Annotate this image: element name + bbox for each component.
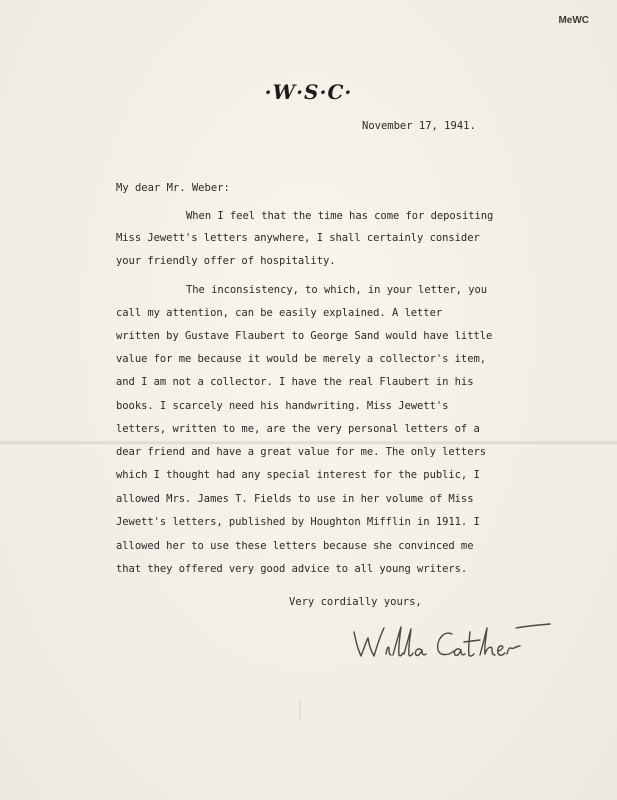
- body-line: books. I scarcely need his handwriting. Miss Jewett's: [116, 400, 449, 412]
- body-line: The inconsistency, to which, in your letter, you: [186, 284, 488, 296]
- body-line: and I am not a collector. I have the real Flaubert in his: [116, 376, 474, 388]
- body-line: Miss Jewett's letters anywhere, I shall certainly consider: [116, 232, 480, 244]
- body-line: When I feel that the time has come for depositing: [186, 210, 494, 222]
- body-line: which I thought had any special interest for the public, I: [116, 469, 480, 481]
- body-line: allowed her to use these letters because she convinced me: [116, 540, 474, 552]
- signature: [340, 618, 560, 666]
- body-line: allowed Mrs. James T. Fields to use in her volume of Miss: [116, 493, 474, 505]
- body-line: value for me because it would be merely a collector's item,: [116, 353, 487, 365]
- body-line: written by Gustave Flaubert to George Sand would have little: [116, 330, 493, 342]
- body-line: that they offered very good advice to all young writers.: [116, 563, 468, 575]
- archive-code: MeWC: [558, 15, 589, 26]
- closing: Very cordially yours,: [289, 596, 422, 608]
- body-line: call my attention, can be easily explained. A letter: [116, 307, 443, 319]
- salutation: My dear Mr. Weber:: [116, 182, 230, 194]
- body-line: dear friend and have a great value for me. The only letters: [116, 446, 487, 458]
- body-line: your friendly offer of hospitality.: [116, 255, 336, 267]
- letterhead-monogram: ·W·S·C·: [264, 80, 353, 104]
- body-line: Jewett's letters, published by Houghton Mifflin in 1911. I: [116, 516, 480, 528]
- letter-date: November 17, 1941.: [362, 120, 476, 132]
- body-line: letters, written to me, are the very personal letters of a: [116, 423, 480, 435]
